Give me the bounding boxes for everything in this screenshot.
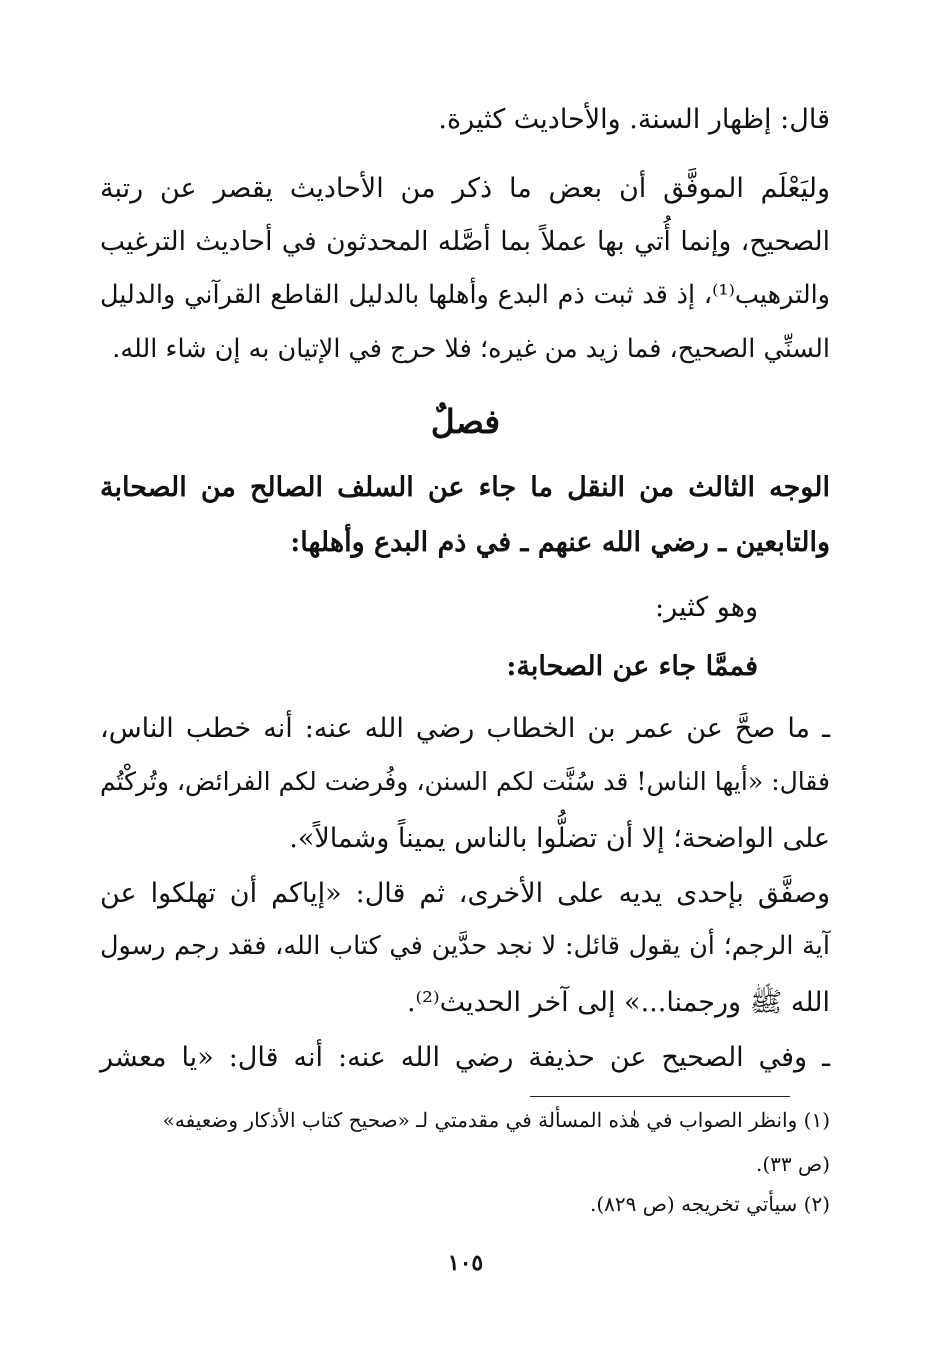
bold-intro (100, 472, 830, 572)
paragraph-3 (100, 878, 830, 1028)
paragraph-4-line: ـ وفي الصحيح عن حذيفة رضي الله عنه: أنه قال: «يا معشر (100, 1042, 830, 1073)
bold-intro-line: والتابعين ـ رضي الله عنهم ـ في ذم البدع وأهلها: (290, 527, 830, 558)
wahuwa-kathir (100, 592, 830, 632)
subheading (100, 651, 830, 691)
paragraph-3-line: وصفَّق بإحدى يديه على الأخرى، ثم قال: «إياكم أن تهلكوا عن (100, 878, 830, 909)
intro-line (100, 104, 830, 144)
paragraph-2-line: ـ ما صحَّ عن عمر بن الخطاب رضي الله عنه: أنه خطب الناس، (100, 713, 830, 744)
paragraph-3-line: آية الرجم؛ أن يقول قائل: لا نجد حدَّين في كتاب الله، فقد رجم رسول (100, 931, 830, 961)
paragraph-1-line: الصحيح، وإنما أُتي بها عملاً بما أصَّله المحدثون في أحاديث الترغيب (100, 226, 830, 257)
paragraph-2 (100, 713, 830, 863)
page-number: ١٠٥ (447, 1250, 484, 1276)
paragraph-1-line: السنِّي الصحيح، فما زيد من غيره؛ فلا حرج في الإتيان به إن شاء الله. (112, 334, 830, 364)
wahuwa-kathir-text: وهو كثير: (655, 592, 758, 623)
footnote-line: (١) وانظر الصواب في هٰذه المسألة في مقدمتي لـ «صحيح كتاب الأذكار وضعيفه» (162, 1108, 830, 1132)
paragraph-1-line: والترهيب⁽¹⁾، إذ قد ثبت ذم البدع وأهلها بالدليل القاطع القرآني والدليل (100, 280, 830, 310)
subheading-text: فممَّا جاء عن الصحابة: (506, 651, 758, 682)
paragraph-1-line: وليَعْلَم الموفَّق أن بعض ما ذكر من الأحاديث يقصر عن رتبة (100, 173, 830, 204)
footnote-divider (530, 1096, 790, 1097)
section-heading: فصلٌ (430, 402, 501, 441)
paragraph-3-line: الله ﷺ ورجمنا...» إلى آخر الحديث⁽²⁾. (406, 987, 830, 1018)
footnote-line: (٢) سيأتي تخريجه (ص ٨٢٩). (589, 1192, 830, 1216)
paragraph-2-line: فقال: «أيها الناس! قد سُنَّت لكم السنن، وفُرضت لكم الفرائض، وتُركْتُم (100, 767, 830, 796)
footnote-line: (ص ٣٣). (756, 1152, 830, 1176)
paragraph-4 (100, 1042, 830, 1082)
bold-intro-line: الوجه الثالث من النقل ما جاء عن السلف الصالح من الصحابة (100, 472, 830, 503)
footnotes (100, 1108, 830, 1228)
paragraph-2-line: على الواضحة؛ إلا أن تضلُّوا بالناس يميناً وشمالاً». (289, 823, 830, 854)
paragraph-1 (100, 173, 830, 373)
intro-text: قال: إظهار السنة. والأحاديث كثيرة. (438, 104, 830, 135)
